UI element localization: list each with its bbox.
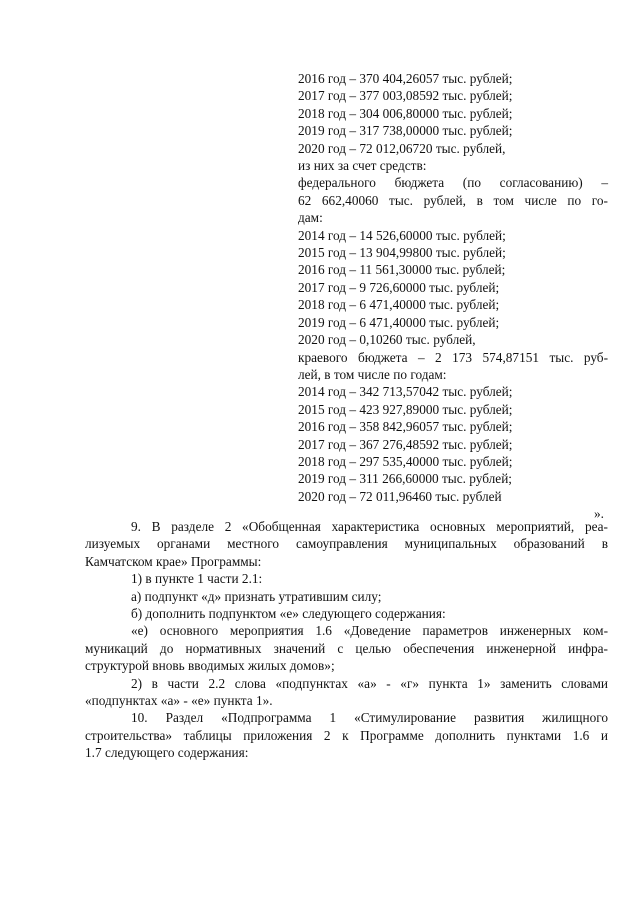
- item-10-line-1: 10. Раздел «Подпрограмма 1 «Стимулирование развития жилищного: [131, 710, 608, 726]
- item-10-line-3: 1.7 следующего содержания:: [85, 745, 249, 761]
- subitem-1: 1) в пункте 1 части 2.1:: [131, 571, 263, 587]
- federal-year-2019-line: 2019 год – 6 471,40000 тыс. рублей;: [298, 314, 500, 330]
- total-year-2018-line: 2018 год – 304 006,80000 тыс. рублей;: [298, 105, 513, 121]
- subitem-e-line-1: «е) основного мероприятия 1.6 «Доведение параметров инженерных ком-: [131, 623, 608, 639]
- regional-year-2018-line: 2018 год – 297 535,40000 тыс. рублей;: [298, 453, 513, 469]
- subitem-b: б) дополнить подпунктом «е» следующего содержания:: [131, 606, 446, 622]
- federal-budget-heading-line-2: 62 662,40060 тыс. рублей, в том числе по го-: [298, 192, 608, 208]
- regional-budget-heading-line-2: лей, в том числе по годам:: [298, 366, 447, 382]
- total-year-2019-line: 2019 год – 317 738,00000 тыс. рублей;: [298, 123, 513, 139]
- total-year-2017-line: 2017 год – 377 003,08592 тыс. рублей;: [298, 88, 513, 104]
- subitem-2-line-1: 2) в части 2.2 слова «подпунктах «а» - «г» пункта 1» заменить словами: [131, 675, 608, 691]
- regional-year-2017-line: 2017 год – 367 276,48592 тыс. рублей;: [298, 436, 513, 452]
- subitem-e-line-2: муникаций до нормативных значений с целью обеспечения инженерной инфра-: [85, 640, 608, 656]
- item-9-line-1: 9. В разделе 2 «Обобщенная характеристика основных мероприятий, реа-: [131, 519, 608, 534]
- amendments-body: [85, 518, 608, 762]
- item-9-line-3: Камчатском крае» Программы:: [85, 553, 262, 569]
- regional-year-2014-line: 2014 год – 342 713,57042 тыс. рублей;: [298, 384, 513, 400]
- subitem-2-line-2: «подпунктах «а» - «е» пункта 1».: [85, 693, 273, 709]
- federal-year-2017-line: 2017 год – 9 726,60000 тыс. рублей;: [298, 279, 500, 295]
- federal-year-2015-line: 2015 год – 13 904,99800 тыс. рублей;: [298, 245, 506, 261]
- total-year-2016-line: 2016 год – 370 404,26057 тыс. рублей;: [298, 71, 513, 86]
- regional-year-2019-line: 2019 год – 311 266,60000 тыс. рублей;: [298, 471, 513, 487]
- regional-year-2016-line: 2016 год – 358 842,96057 тыс. рублей;: [298, 419, 513, 435]
- federal-year-2014-line: 2014 год – 14 526,60000 тыс. рублей;: [298, 227, 506, 243]
- federal-year-2020-line: 2020 год – 0,10260 тыс. рублей,: [298, 332, 476, 348]
- regional-budget-heading-line-1: краевого бюджета – 2 173 574,87151 тыс. руб-: [298, 349, 608, 365]
- subitem-a: а) подпункт «д» признать утратившим силу;: [131, 588, 382, 604]
- of-which-line: из них за счет средств:: [298, 158, 427, 174]
- total-year-2020-line: 2020 год – 72 012,06720 тыс. рублей,: [298, 140, 506, 156]
- federal-year-2016-line: 2016 год – 11 561,30000 тыс. рублей;: [298, 262, 506, 278]
- federal-year-2018-line: 2018 год – 6 471,40000 тыс. рублей;: [298, 297, 500, 313]
- federal-budget-heading-line-3: дам:: [298, 210, 323, 226]
- regional-year-2020-line: 2020 год – 72 011,96460 тыс. рублей: [298, 488, 502, 504]
- item-10-line-2: строительства» таблицы приложения 2 к Программе дополнить пунктами 1.6 и: [85, 727, 608, 743]
- regional-year-2015-line: 2015 год – 423 927,89000 тыс. рублей;: [298, 401, 513, 417]
- closing-quote: ».: [594, 506, 604, 522]
- federal-budget-heading-line-1: федерального бюджета (по согласованию) –: [298, 175, 608, 191]
- subitem-e-line-3: структурой вновь вводимых жилых домов»;: [85, 658, 335, 674]
- item-9-line-2: лизуемых органами местного самоуправления муниципальных образований в: [85, 536, 608, 552]
- funding-summary-column: [298, 70, 608, 523]
